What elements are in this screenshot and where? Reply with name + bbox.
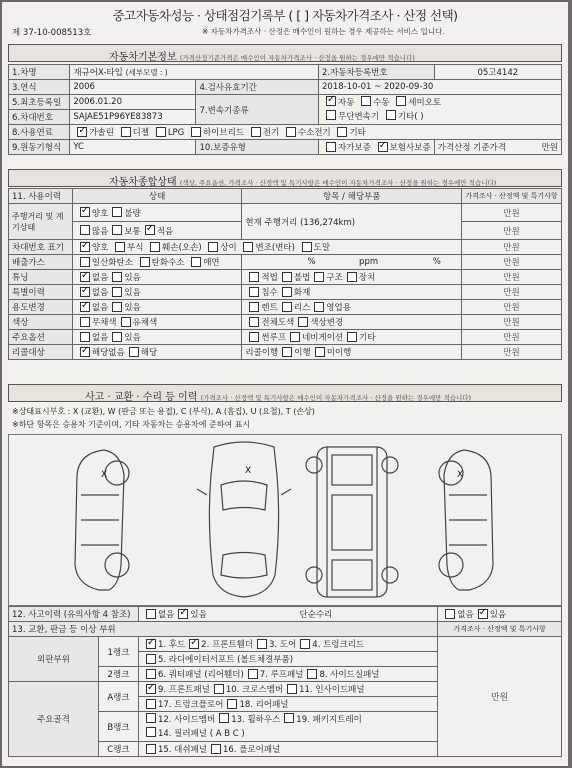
opt-side-member: 12. 사이드멤버 (157, 714, 216, 725)
checkbox-plate-mismatch[interactable] (208, 242, 218, 252)
opt-option-none: 없음 (91, 333, 109, 343)
engine-value: YC (70, 140, 196, 155)
rank1-label: 1랭크 (98, 637, 138, 667)
opt-plate-mismatch: 상이 (220, 243, 237, 253)
opt-gasoline: 가솔린 (89, 128, 114, 138)
mileage-label: 주행거리 및 계기상태 (9, 204, 73, 240)
opt-pillar-panel: 14. 필러패널 ( A B C ) (157, 728, 245, 739)
opt-navigation: 네비게이션 (302, 333, 344, 343)
simple-repair-label: 단순수리 (299, 610, 333, 620)
checkbox-color-change[interactable] (298, 317, 308, 327)
damage-mark-right: X (457, 470, 464, 480)
opt-cross-member: 10. 크로스멤버 (225, 685, 284, 695)
opt-lpg: LPG (167, 128, 185, 138)
checkbox-hybrid[interactable] (191, 127, 201, 137)
checkbox-side-sill[interactable] (307, 669, 317, 679)
price-basis-label: 가격산정 기준가격 (437, 143, 507, 153)
opt-semi: 세미오토 (408, 97, 442, 108)
checkbox-recall-done[interactable] (282, 347, 292, 357)
price-option: 만원 (462, 330, 562, 345)
checkbox-smoke[interactable] (191, 257, 201, 267)
checkbox-simple-none[interactable] (445, 609, 455, 619)
price-plate: 만원 (462, 240, 562, 255)
opt-auto: 자동 (338, 97, 355, 108)
checkbox-pillar-panel[interactable] (146, 727, 156, 737)
opt-rent: 렌트 (261, 303, 278, 313)
accident-header (8, 384, 562, 402)
vin-value: SAJAE51P96YE83873 (70, 110, 196, 125)
price-emission: 만원 (462, 255, 562, 270)
opt-mileage-normal: 보통 (124, 226, 141, 237)
opt-hood: 1. 후드 (157, 640, 186, 650)
opt-plate-altered: 변조(변타) (255, 243, 295, 253)
checkbox-accident-none[interactable] (146, 609, 156, 619)
opt-insurer-warranty: 보험사보증 (389, 143, 431, 153)
checkbox-gasoline[interactable] (77, 127, 87, 137)
option-label: 주요옵션 (9, 330, 73, 345)
checkbox-fuel-other[interactable] (337, 127, 347, 137)
checkbox-wheel-house[interactable] (219, 713, 229, 723)
r13-price-col: 가격조사 · 산정액 및 특기사항 (438, 622, 562, 637)
basic-info-title: 자동차기본정보 (109, 52, 177, 62)
opt-chromatic: 유채색 (132, 318, 158, 328)
emission-smoke-unit: % (432, 257, 441, 267)
accident-table (8, 606, 562, 757)
damage-mark-left: X (101, 470, 108, 480)
opt-diesel: 디젤 (132, 128, 150, 138)
opt-recall-done-label: 리콜이행 (245, 348, 279, 358)
basic-info-header (8, 44, 562, 62)
opt-recall-done: 이행 (294, 348, 311, 358)
checkbox-manual[interactable] (361, 96, 371, 106)
checkbox-plate-rust[interactable] (115, 242, 125, 252)
car-damage-diagram (8, 434, 562, 606)
checkbox-tuning-illegal[interactable] (282, 272, 292, 282)
checkbox-floor-panel[interactable] (211, 744, 221, 754)
checkbox-chromatic[interactable] (121, 317, 131, 327)
opt-flood: 침수 (261, 288, 278, 298)
special-label: 특별이력 (9, 285, 73, 300)
opt-tuning-legal: 적법 (261, 273, 278, 283)
price-recall: 만원 (462, 345, 562, 360)
opt-option-other: 기타 (359, 333, 376, 343)
price-color: 만원 (462, 315, 562, 330)
car-diagram-svg (9, 435, 561, 605)
opt-commercial: 영업용 (326, 303, 351, 313)
inspection-record-sheet (2, 2, 568, 766)
checkbox-special-yes[interactable] (112, 287, 122, 297)
price-purpose: 만원 (462, 300, 562, 315)
year-value: 2006 (70, 80, 196, 95)
checkbox-tuning-none[interactable] (80, 272, 90, 282)
r13-label: 13. 교환, 판금 등 이상 부위 (9, 622, 438, 637)
checkbox-lease[interactable] (282, 302, 292, 312)
fuel-label: 8.사용연료 (9, 125, 70, 140)
checkbox-rent[interactable] (249, 302, 259, 312)
opt-tuning-none: 없음 (91, 273, 109, 283)
basic-info-table (8, 64, 562, 155)
opt-dash-panel: 15. 대쉬패널 (157, 745, 208, 755)
checkbox-navigation[interactable] (290, 332, 300, 342)
opt-side-sill: 8. 사이드실패널 (319, 670, 380, 680)
checkbox-full-paint[interactable] (249, 317, 259, 327)
opt-manual: 수동 (373, 97, 390, 108)
price-special: 만원 (462, 285, 562, 300)
damage-mark-hood: X (245, 466, 252, 476)
price-basis-cell (434, 140, 561, 155)
checkbox-tuning-device[interactable] (347, 272, 357, 282)
checkbox-tuning-legal[interactable] (249, 272, 259, 282)
price-basis-unit: 만원 (541, 143, 558, 153)
r12-label: 12. 사고이력 (유의사항 4 참조) (9, 607, 139, 622)
legend-scope: ※하단 항목은 승용차 기준이며, 기타 자동차는 승용차에 준하여 표시 (12, 420, 251, 429)
basic-info-note: (가격산정기준가격은 매수인이 자동차가격조사 · 산정을 원하는 경우에만 적습니다) (179, 54, 415, 62)
fuel-options (70, 125, 562, 140)
document-number: 제 37-10-008513호 (12, 28, 92, 38)
checkbox-plate-damaged[interactable] (150, 242, 160, 252)
checkbox-semi[interactable] (396, 96, 406, 106)
accident-title: 사고 · 교환 · 수리 등 이력 (85, 392, 198, 402)
checkbox-commercial[interactable] (314, 302, 324, 312)
warranty-label: 10.보증유형 (196, 140, 319, 155)
checkbox-special-none[interactable] (80, 287, 90, 297)
col-price: 가격조사 · 산정액 및 특기사항 (462, 189, 562, 204)
opt-plate-smeared: 도말 (313, 243, 331, 253)
opt-hydrogen: 수소전기 (297, 128, 331, 138)
inspect-period-label: 4.검사유효기간 (196, 80, 319, 95)
opt-recall-not-done: 미이행 (326, 348, 352, 358)
rankB-label: B랭크 (98, 712, 138, 742)
reg-no-label: 2.자동차등록번호 (319, 65, 435, 80)
opt-roof-panel: 7. 루프패널 (259, 670, 304, 680)
opt-trans-other: 기타( ) (397, 111, 424, 122)
checkbox-tuning-yes[interactable] (112, 272, 122, 282)
checkbox-door[interactable] (257, 639, 267, 649)
opt-color-change: 색상변경 (310, 318, 344, 328)
checkbox-achromatic[interactable] (80, 317, 90, 327)
checkbox-inside-panel[interactable] (287, 684, 297, 694)
checkbox-mileage-low[interactable] (145, 225, 155, 235)
opt-front-panel: 9. 프론트패널 (157, 685, 210, 695)
r13-price: 만원 (438, 637, 562, 757)
warranty-options (319, 140, 435, 155)
first-reg-value: 2006.01.20 (70, 95, 196, 110)
checkbox-option-none[interactable] (80, 332, 90, 342)
opt-accident-yes: 있음 (190, 610, 207, 620)
checkbox-trunk-floor[interactable] (146, 699, 156, 709)
checkbox-package-tray[interactable] (284, 713, 294, 723)
opt-smoke: 매연 (203, 258, 220, 268)
recall-label: 리콜대상 (9, 345, 73, 360)
opt-plate-good: 양호 (91, 243, 109, 253)
opt-simple-yes: 있음 (489, 610, 507, 620)
opt-full-paint: 전체도색 (261, 318, 295, 328)
checkbox-front-fender[interactable] (189, 639, 199, 649)
opt-co: 일산화탄소 (91, 258, 133, 268)
checkbox-hydrogen[interactable] (286, 127, 296, 137)
checkbox-self-warranty[interactable] (326, 142, 336, 152)
outer-panel-label: 외판부위 (9, 637, 99, 682)
opt-quarter-panel: 6. 쿼터패널 (리어휀더) (157, 670, 244, 680)
rankC-label: C랭크 (98, 742, 138, 757)
opt-option-yes: 있음 (124, 333, 141, 343)
plate-label: 차대번호 표기 (9, 240, 73, 255)
opt-floor-panel: 16. 플로어패널 (223, 745, 281, 755)
legend-codes: ※상태표시부호 : X (교환), W (판금 또는 용접), C (부식), A (흠집), U (요철), T (손상) (12, 407, 315, 416)
checkbox-cvt[interactable] (326, 110, 336, 120)
opt-tuning-illegal: 불법 (293, 273, 311, 283)
checkbox-rear-panel[interactable] (227, 699, 237, 709)
checkbox-cross-member[interactable] (214, 684, 224, 694)
emission-values (242, 255, 462, 270)
opt-recall-na: 해당없음 (91, 348, 125, 358)
status-note: (색상, 주요옵션, 가격조사 · 산정액 및 특기사항은 매수인이 자동차가격조사 · 산정을 원하는 경우에만 적습니다) (179, 179, 497, 187)
rank2-label: 2랭크 (98, 667, 138, 682)
opt-hybrid: 하이브리드 (202, 128, 245, 138)
opt-gauge-good: 양호 (91, 208, 109, 219)
opt-plate-damaged: 훼손(오손) (162, 243, 202, 253)
first-reg-label: 5.최초등록일 (9, 95, 70, 110)
checkbox-purpose-none[interactable] (80, 302, 90, 312)
transmission-options (319, 95, 562, 125)
checkbox-diesel[interactable] (121, 127, 131, 137)
right-side-view (439, 450, 493, 590)
checkbox-tuning-structure[interactable] (314, 272, 324, 282)
checkbox-auto[interactable] (326, 96, 336, 106)
checkbox-simple-yes[interactable] (478, 609, 488, 619)
opt-cvt: 무단변속기 (338, 111, 380, 122)
checkbox-mileage-normal[interactable] (112, 225, 122, 235)
price-tuning: 만원 (462, 270, 562, 285)
opt-achromatic: 무채색 (91, 318, 117, 328)
opt-mileage-low: 적음 (156, 226, 174, 237)
opt-tuning-structure: 구조 (326, 273, 343, 283)
col-usage-history: 11. 사용이력 (9, 189, 73, 204)
engine-label: 9.원동기형식 (9, 140, 70, 155)
opt-tuning-yes: 있음 (124, 273, 141, 283)
checkbox-recall-yes[interactable] (129, 347, 139, 357)
opt-recall-yes: 해당 (140, 348, 158, 358)
reg-no-value: 05고4142 (434, 65, 561, 80)
year-label: 3.연식 (9, 80, 70, 95)
col-detail: 항목 / 해당부품 (242, 189, 462, 204)
checkbox-side-member[interactable] (146, 713, 156, 723)
checkbox-electric[interactable] (251, 127, 261, 137)
top-view (197, 442, 291, 597)
checkbox-purpose-yes[interactable] (112, 302, 122, 312)
emission-hc-unit: ppm (359, 257, 379, 267)
vin-label: 6.차대번호 (9, 110, 70, 125)
checkbox-co[interactable] (80, 257, 90, 267)
col-state: 상태 (72, 189, 242, 204)
opt-package-tray: 19. 패키지트레이 (296, 714, 362, 725)
checkbox-mileage-high[interactable] (80, 225, 90, 235)
checkbox-accident-yes[interactable] (178, 609, 188, 619)
document-title: 중고자동차성능 · 상태점검기록부 ( [ ] 자동차가격조사 · 산정 선택) (112, 8, 458, 23)
opt-simple-none: 없음 (457, 610, 474, 620)
frame-view (306, 447, 398, 597)
opt-plate-rust: 부식 (127, 243, 144, 253)
checkbox-lpg[interactable] (156, 127, 166, 137)
checkbox-sunroof[interactable] (249, 332, 259, 342)
checkbox-roof-panel[interactable] (248, 669, 258, 679)
status-title: 자동차종합상태 (109, 177, 177, 187)
checkbox-trunk-lid[interactable] (300, 639, 310, 649)
purpose-label: 용도변경 (9, 300, 73, 315)
emission-co-unit: % (307, 257, 316, 267)
plate-options (72, 240, 461, 255)
transmission-label: 7.변속기종류 (196, 95, 319, 125)
car-name-label: 1.차명 (9, 65, 70, 80)
checkbox-front-panel[interactable] (146, 684, 156, 694)
checkbox-fire[interactable] (282, 287, 292, 297)
opt-lease: 리스 (293, 303, 311, 313)
opt-mileage-high: 많음 (91, 226, 109, 237)
opt-rear-panel: 18. 리어패널 (239, 700, 289, 710)
emission-options (72, 255, 242, 270)
opt-purpose-none: 없음 (91, 303, 109, 313)
checkbox-flood[interactable] (249, 287, 259, 297)
checkbox-option-yes[interactable] (112, 332, 122, 342)
checkbox-hc[interactable] (140, 257, 150, 267)
opt-radiator-support: 5. 라디에이터서포트 (볼트체결부품) (157, 655, 294, 665)
opt-special-yes: 있음 (124, 288, 141, 298)
checkbox-plate-good[interactable] (80, 242, 90, 252)
checkbox-plate-altered[interactable] (243, 242, 253, 252)
opt-trunk-floor: 17. 트렁크플로어 (157, 700, 224, 710)
checkbox-recall-not-done[interactable] (315, 347, 325, 357)
opt-purpose-yes: 있음 (124, 303, 141, 313)
opt-tuning-device: 장치 (358, 273, 376, 283)
checkbox-quarter-panel[interactable] (146, 669, 156, 679)
checkbox-trans-other[interactable] (386, 110, 396, 120)
price-mileage-2: 만원 (462, 222, 562, 240)
price-mileage-1: 만원 (462, 204, 562, 222)
opt-fuel-other: 기타 (349, 128, 366, 138)
opt-hc: 탄화수소 (151, 258, 185, 268)
rankA-label: A랭크 (98, 682, 138, 712)
mileage-value: 현재 주행거리 (136,274km) (242, 204, 462, 240)
emission-label: 배출가스 (9, 255, 73, 270)
opt-front-fender: 2. 프론트휀더 (201, 640, 254, 650)
opt-door: 3. 도어 (269, 640, 297, 650)
opt-special-none: 없음 (91, 288, 109, 298)
checkbox-radiator-support[interactable] (146, 654, 156, 664)
status-table (8, 188, 562, 360)
opt-trunk-lid: 4. 트렁크리드 (312, 640, 365, 650)
car-name-value: 재규어X-타입 (73, 68, 123, 78)
opt-sunroof: 썬루프 (261, 333, 287, 343)
checkbox-plate-smeared[interactable] (302, 242, 312, 252)
checkbox-recall-na[interactable] (80, 347, 90, 357)
opt-inside-panel: 11. 인사이드패널 (299, 685, 365, 695)
opt-gauge-bad: 불량 (124, 208, 141, 219)
checkbox-hood[interactable] (146, 639, 156, 649)
opt-fire: 화재 (293, 288, 311, 298)
checkbox-insurer-warranty[interactable] (378, 142, 388, 152)
service-notice: ※ 자동차가격조사 · 산정은 매수인이 원하는 경우 제공하는 서비스 입니다. (202, 27, 445, 36)
inspect-period-value: 2018-10-01 ~ 2020-09-30 (319, 80, 562, 95)
checkbox-gauge-bad[interactable] (112, 207, 122, 217)
car-detail-value: (세부모델 : ) (125, 68, 168, 77)
tuning-label: 튜닝 (9, 270, 73, 285)
opt-electric: 전기 (262, 128, 280, 138)
checkbox-gauge-good[interactable] (80, 207, 90, 217)
checkbox-dash-panel[interactable] (146, 744, 156, 754)
opt-self-warranty: 자가보증 (338, 143, 371, 153)
main-frame-label: 주요골격 (9, 682, 99, 757)
checkbox-option-other[interactable] (347, 332, 357, 342)
accident-note: (가격조사 · 산정액 및 특기사항은 매수인이 자동차가격조사 · 산정을 원하는 경우에만 적습니다) (200, 394, 472, 402)
opt-accident-none: 없음 (157, 610, 175, 620)
status-header (8, 169, 562, 187)
opt-wheel-house: 13. 휠하우스 (231, 714, 281, 725)
color-label: 색상 (9, 315, 73, 330)
